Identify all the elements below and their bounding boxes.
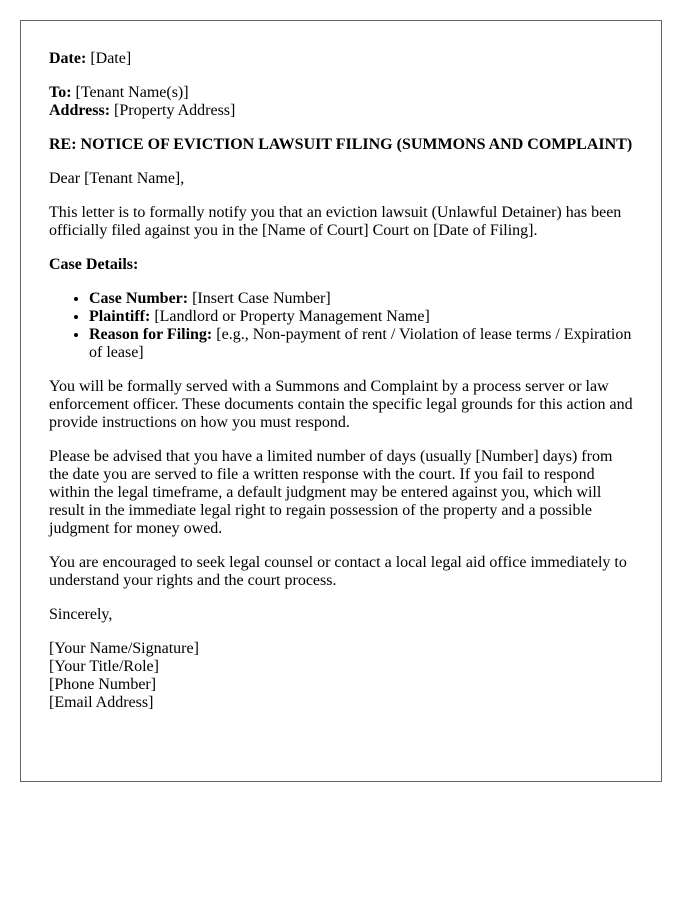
recipient-block — [49, 84, 633, 120]
case-details-heading-text: Case Details: — [49, 256, 139, 273]
deadline-paragraph: Please be advised that you have a limited number of days (usually [Number] days) from the date you are served to file a written response with the court. If you fail to respond within the legal timeframe, a default judgment may be entered against you, which will result in the immediate legal right to regain possession of the property and a possible judgment for money owed. — [49, 448, 613, 537]
signature-name: [Your Name/Signature] — [49, 640, 199, 657]
salutation: Dear [Tenant Name], — [49, 170, 185, 187]
signature-phone: [Phone Number] — [49, 676, 157, 693]
list-item-plaintiff — [89, 308, 633, 326]
list-item-case-number — [89, 290, 633, 308]
intro-paragraph: This letter is to formally notify you that an eviction lawsuit (Unlawful Detainer) has been officially filed against you in the [Name of Court] Court on [Date of Filing]. — [49, 204, 622, 239]
service-paragraph: You will be formally served with a Summons and Complaint by a process server or law enforcement officer. These documents contain the specific legal grounds for this action and provide instructions on how you must respond. — [49, 378, 633, 431]
signature-block — [49, 640, 633, 712]
subject-line — [49, 136, 633, 154]
item-value: [e.g., Non-payment of rent / Violation of lease terms / Expiration of lease] — [89, 326, 632, 361]
signature-title: [Your Title/Role] — [49, 658, 159, 675]
address-value: [Property Address] — [114, 102, 236, 119]
closing: Sincerely, — [49, 606, 113, 623]
subject-text: RE: NOTICE OF EVICTION LAWSUIT FILING (SUMMONS AND COMPLAINT) — [49, 136, 633, 153]
list-item-reason — [89, 326, 633, 362]
date-value: [Date] — [90, 50, 132, 67]
case-details-heading — [49, 256, 633, 274]
item-label: Case Number: — [89, 290, 189, 307]
signature-email: [Email Address] — [49, 694, 154, 711]
item-value: [Landlord or Property Management Name] — [154, 308, 430, 325]
item-label: Plaintiff: — [89, 308, 151, 325]
item-value: [Insert Case Number] — [192, 290, 331, 307]
item-label: Reason for Filing: — [89, 326, 213, 343]
advice-paragraph: You are encouraged to seek legal counsel or contact a local legal aid office immediately to understand your rights and the court process. — [49, 554, 627, 589]
address-label: Address: — [49, 102, 111, 119]
to-value: [Tenant Name(s)] — [75, 84, 189, 101]
case-details-list — [49, 290, 633, 362]
date-label: Date: — [49, 50, 87, 67]
letter — [20, 20, 662, 782]
date-line — [49, 50, 633, 68]
to-label: To: — [49, 84, 72, 101]
